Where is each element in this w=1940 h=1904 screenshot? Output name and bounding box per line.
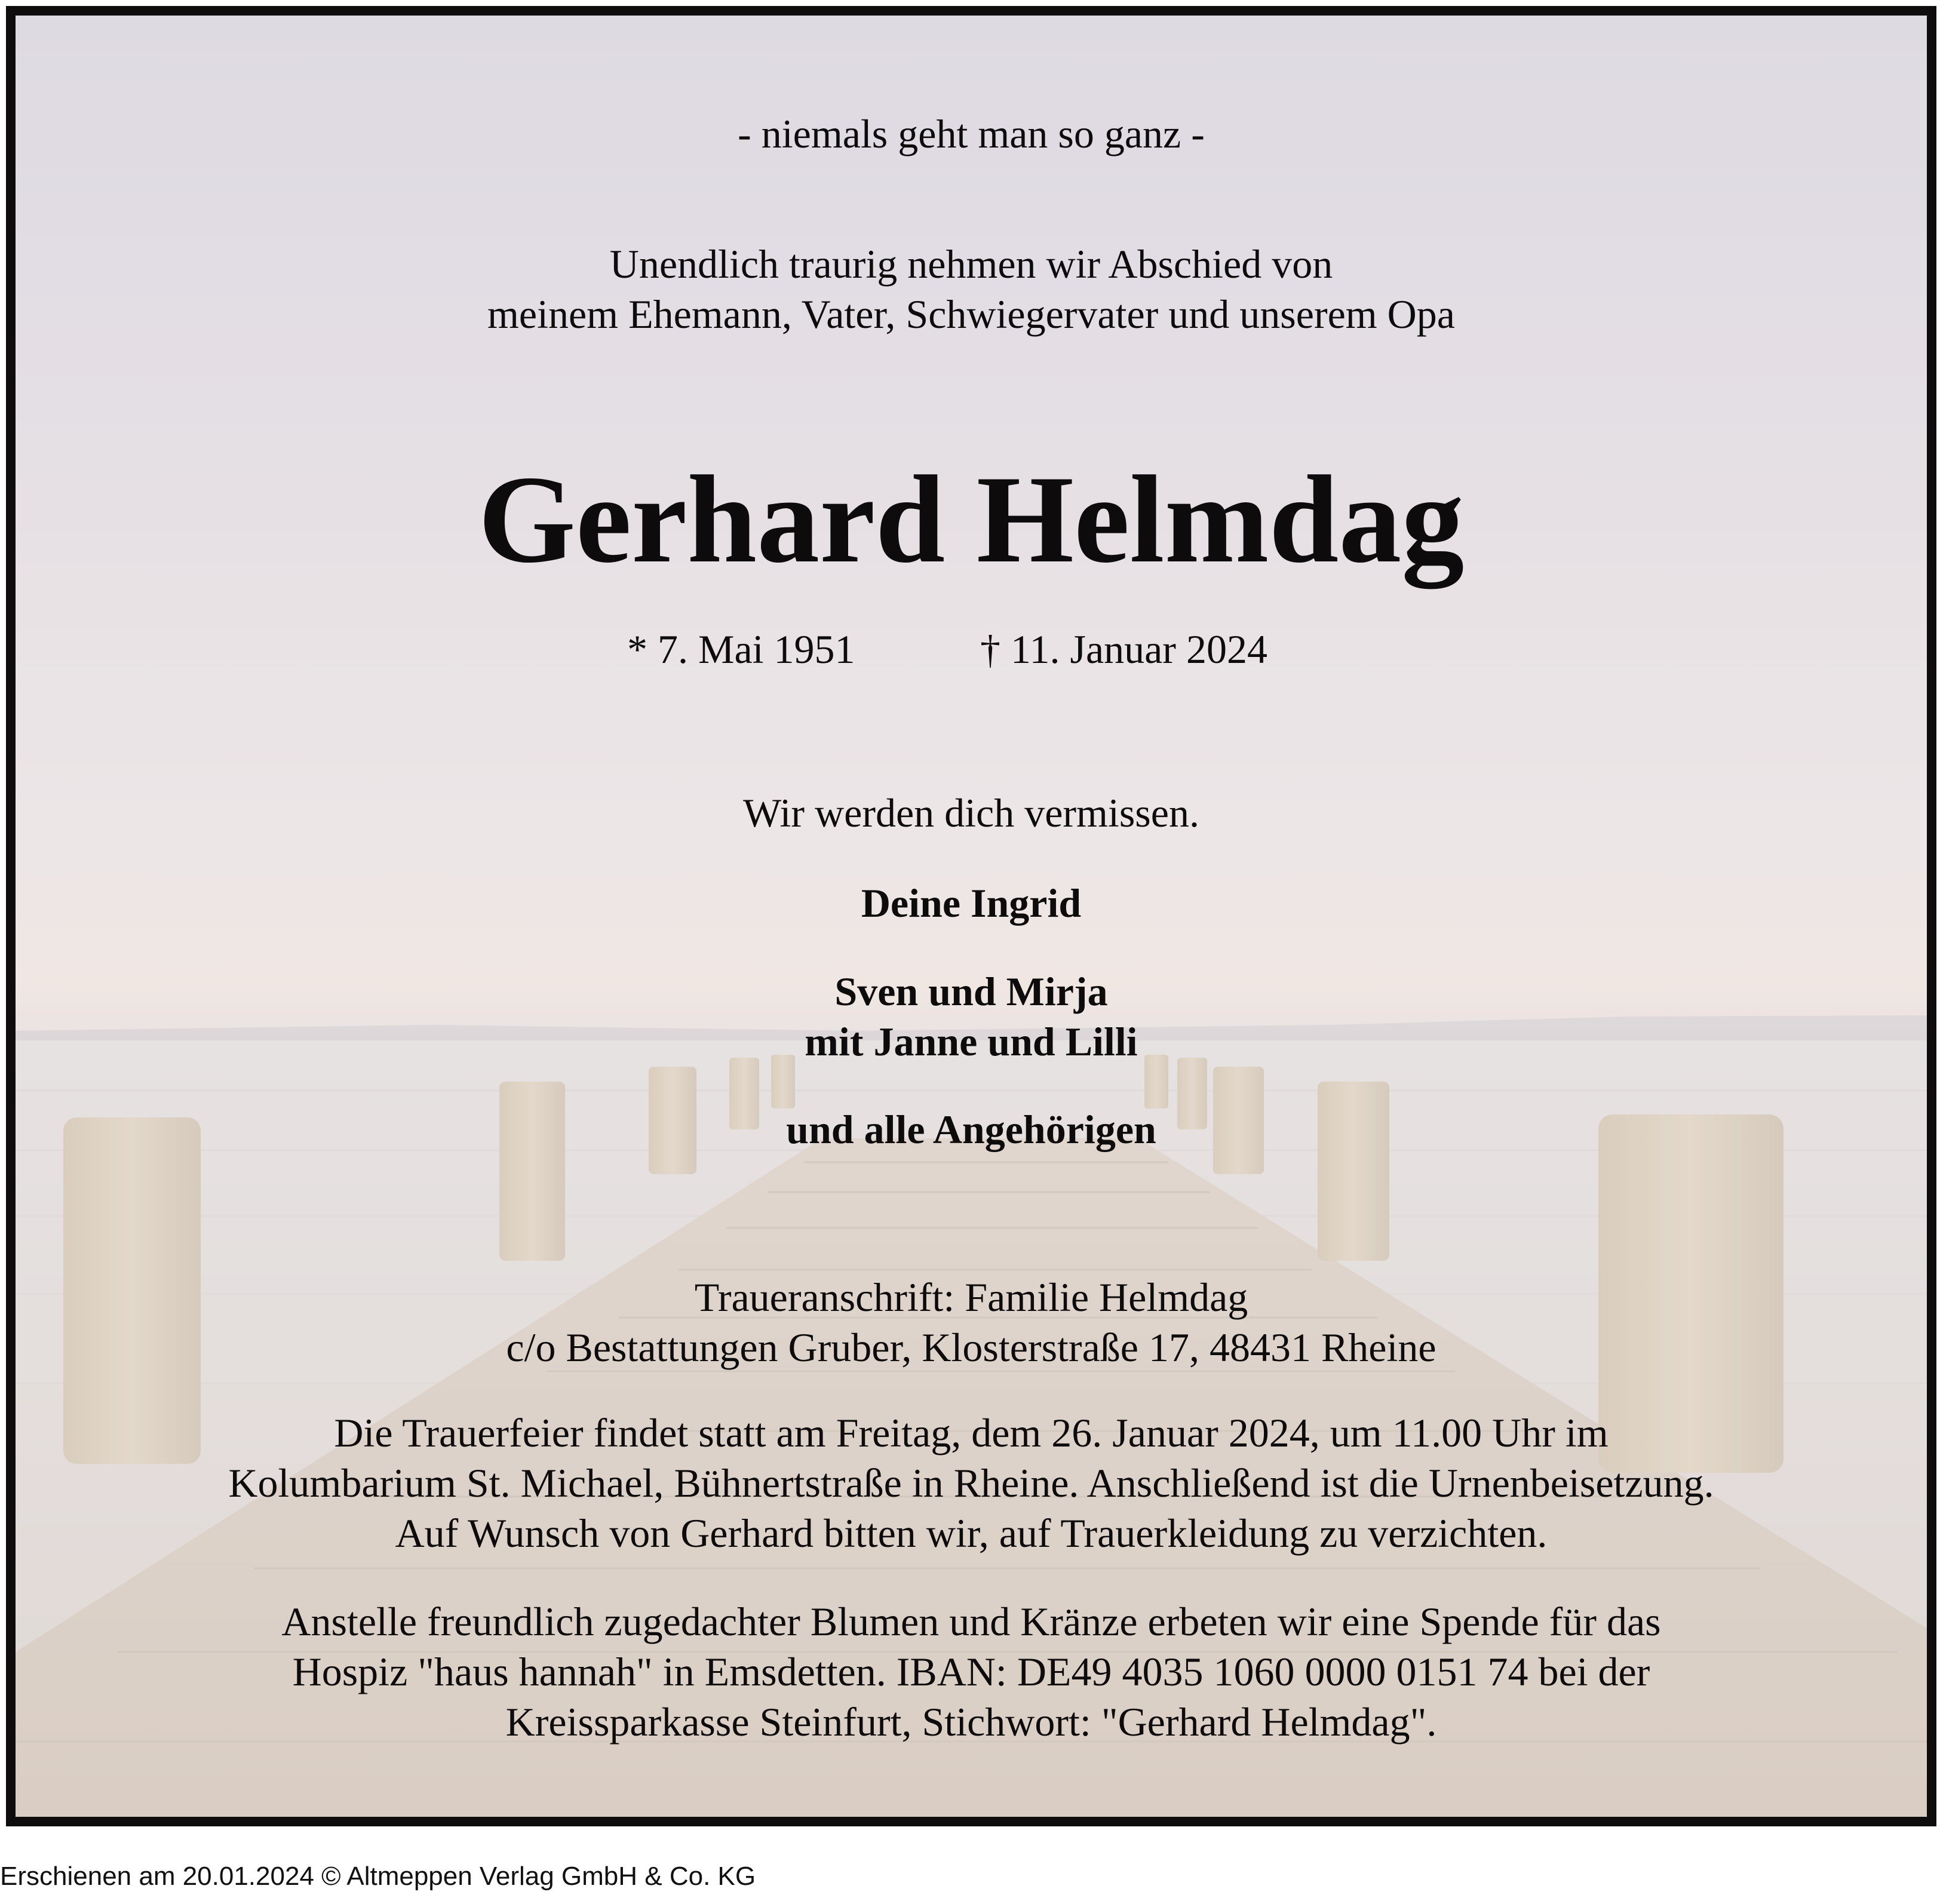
publication-footer: Erschienen am 20.01.2024 © Altmeppen Verlag GmbH & Co. KG [0,1862,756,1891]
donation-line-1: Anstelle freundlich zugedachter Blumen und Kränze erbeten wir eine Spende für das [281,1599,1661,1644]
address-line-1: Traueranschrift: Familie Helmdag [694,1275,1248,1320]
death-date: † 11. Januar 2024 [980,627,1267,672]
ceremony-line-3: Auf Wunsch von Gerhard bitten wir, auf Trauerkleidung zu verzichten. [395,1510,1548,1556]
birth-date: * 7. Mai 1951 [627,627,855,672]
farewell-line: Wir werden dich vermissen. [743,790,1199,836]
mourner-wife: Deine Ingrid [861,880,1082,926]
obituary-notice [6,6,1936,1826]
ceremony-line-1: Die Trauerfeier findet statt am Freitag, dem 26. Januar 2024, um 11.00 Uhr im [334,1410,1609,1455]
mourner-children: Sven und Mirja [834,969,1108,1014]
mourner-relatives: und alle Angehörigen [786,1107,1156,1152]
ceremony-line-2: Kolumbarium St. Michael, Bühnertstraße in Rheine. Anschließend ist die Urnenbeisetzung. [228,1460,1714,1506]
deceased-name: Gerhard Helmdag [478,450,1465,589]
donation-line-2: Hospiz "haus hannah" in Emsdetten. IBAN: DE49 4035 1060 0000 0151 74 bei der [292,1649,1650,1694]
intro-line-2: meinem Ehemann, Vater, Schwiegervater und unserem Opa [487,291,1455,337]
mourner-grandchildren: mit Janne und Lilli [805,1019,1138,1064]
intro-line-1: Unendlich traurig nehmen wir Abschied von [609,241,1333,287]
address-line-2: c/o Bestattungen Gruber, Klosterstraße 17, 48431 Rheine [506,1325,1436,1370]
donation-line-3: Kreissparkasse Steinfurt, Stichwort: "Gerhard Helmdag". [505,1699,1437,1745]
motto: - niemals geht man so ganz - [738,111,1205,156]
